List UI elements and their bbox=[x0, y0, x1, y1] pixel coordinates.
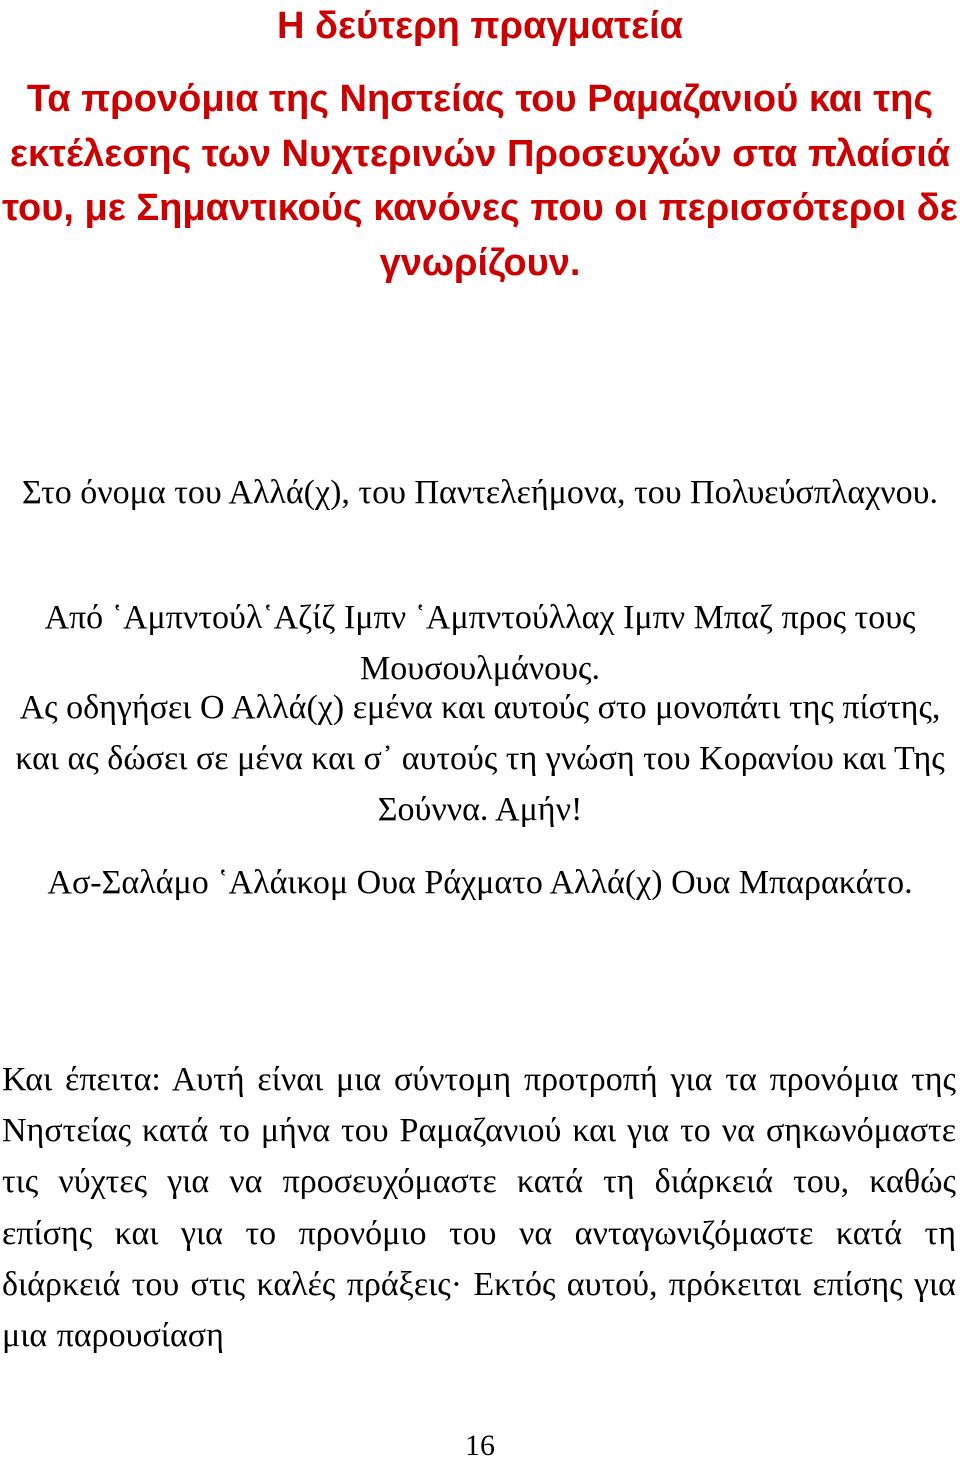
basmala-paragraph: Στο όνομα του Αλλά(χ), του Παντελεήμονα, του Πολυεύσπλαχνου. bbox=[21, 474, 939, 511]
greeting-paragraph: Ασ-Σαλάμο ῾Αλάικομ Ουα Ράχματο Αλλά(χ) Ουα Μπαρακάτο. bbox=[47, 864, 913, 901]
sender-paragraph: Από ῾Αμπντούλ῾Αζίζ Ιμπν ῾Αμπντούλλαχ Ιμπν Μπαζ προς τους Μουσουλμάνους. bbox=[44, 599, 916, 687]
section-title: Η δεύτερη πραγματεία bbox=[276, 5, 684, 47]
body-paragraph: Και έπειτα: Αυτή είναι μια σύντομη προτροπή για τα προνόμια της Νηστείας κατά το μήνα του Ραμαζανιού και για το να σηκωνόμαστε τις νύχτες για να προσευχόμαστε κατά τη διάρκειά του, καθώς επίσης και για το προνόμιο του να ανταγωνιζόμαστε κατά τη διάρκειά του στις καλές πράξεις· Εκτός αυτού, πρόκειται επίσης για μια παρουσίαση bbox=[2, 1061, 956, 1355]
prayer-paragraph: Ας οδηγήσει Ο Αλλά(χ) εμένα και αυτούς στο μονοπάτι της πίστης, και ας δώσει σε μένα και σ᾽ αυτούς τη γνώση του Κορανίου και Της Σούννα. Αμήν! bbox=[15, 689, 945, 828]
main-title: Τα προνόμια της Νηστείας του Ραμαζανιού και της εκτέλεσης των Νυχτερινών Προσευχών στα πλαίσιά του, με Σημαντικούς κανόνες που οι περισσότεροι δε γνωρίζουν. bbox=[2, 78, 958, 284]
page-number: 16 bbox=[465, 1429, 495, 1462]
